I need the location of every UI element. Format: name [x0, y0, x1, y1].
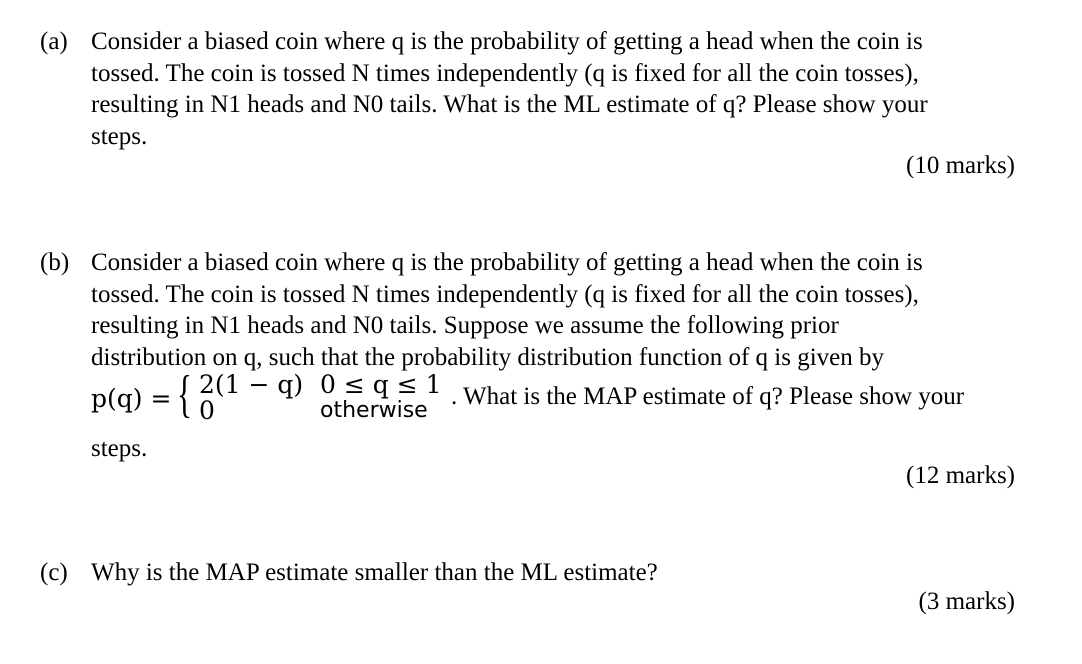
pdf-lhs: p(q) =	[91, 384, 172, 413]
pdf-case-1-value: 2(1 − q)	[199, 370, 304, 399]
question-a-line-4: steps.	[91, 122, 148, 150]
prior-pdf-equation	[91, 366, 1020, 433]
question-b-line-3: resulting in N1 heads and N0 tails. Suppose we assume the following prior	[91, 312, 839, 339]
question-c-marks: (3 marks)	[918, 588, 1015, 615]
question-c-label: (c)	[40, 559, 68, 586]
question-b-label: (b)	[40, 249, 70, 276]
brace-symbol: {	[177, 366, 192, 423]
question-b-line-4: distribution on q, such that the probability distribution function of q is given by	[91, 343, 884, 371]
pdf-case-1-condition: 0 ≤ q ≤ 1	[320, 370, 442, 399]
question-c	[40, 557, 1020, 589]
question-b	[40, 247, 1020, 465]
question-b-text	[91, 247, 1020, 465]
question-a-marks: (10 marks)	[906, 152, 1015, 179]
question-c-text	[91, 557, 1020, 589]
question-a	[40, 26, 1020, 152]
question-b-line-2: tossed. The coin is tossed N times independently (q is fixed for all the coin tosses),	[91, 280, 919, 308]
question-c-line-1: Why is the MAP estimate smaller than the ML estimate?	[91, 559, 658, 586]
question-a-line-2: tossed. The coin is tossed N times independently (q is fixed for all the coin tosses),	[91, 59, 919, 87]
question-b-line-1: Consider a biased coin where q is the probability of getting a head when the coin is	[91, 249, 923, 276]
question-a-label: (a)	[40, 28, 68, 55]
question-a-line-1: Consider a biased coin where q is the probability of getting a head when the coin is	[91, 28, 923, 55]
pdf-case-2-condition: otherwise	[320, 398, 428, 423]
question-a-line-3: resulting in N1 heads and N0 tails. What is the ML estimate of q? Please show your	[91, 91, 928, 118]
question-b-marks: (12 marks)	[906, 462, 1015, 489]
question-b-line-5: steps.	[91, 435, 148, 462]
question-b-after-pdf: . What is the MAP estimate of q? Please show your	[451, 383, 965, 410]
question-a-text	[91, 26, 1020, 152]
pdf-case-2-value: 0	[199, 396, 215, 425]
